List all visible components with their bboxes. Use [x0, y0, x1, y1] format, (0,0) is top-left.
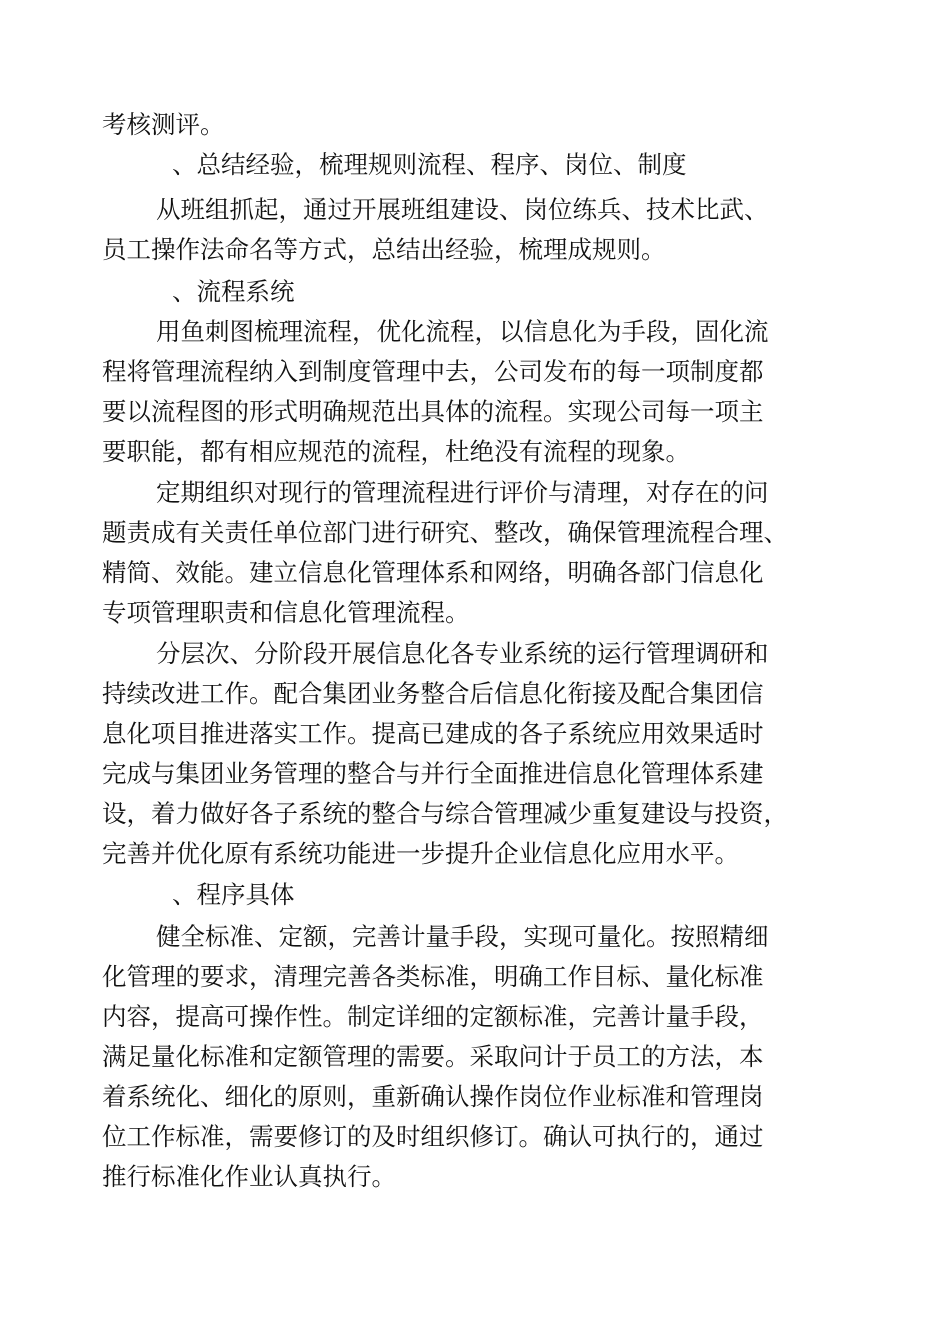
section-heading: 、程序具体	[172, 880, 295, 909]
paragraph-line: 息化项目推进落实工作。提高已建成的各子系统应用效果适时	[102, 719, 764, 748]
section-heading: 、总结经验，梳理规则流程、程序、岗位、制度	[172, 150, 687, 179]
paragraph-line: 专项管理职责和信息化管理流程。	[102, 598, 470, 627]
paragraph-line: 分层次、分阶段开展信息化各专业系统的运行管理调研和	[156, 639, 769, 668]
paragraph-line: 位工作标准，需要修订的及时组织修订。确认可执行的，通过	[102, 1122, 764, 1151]
section-heading: 、流程系统	[172, 277, 295, 306]
paragraph-line: 程将管理流程纳入到制度管理中去，公司发布的每一项制度都	[102, 357, 764, 386]
paragraph-line: 着系统化、细化的原则，重新确认操作岗位作业标准和管理岗	[102, 1082, 764, 1111]
paragraph-line: 定期组织对现行的管理流程进行评价与清理，对存在的问	[156, 478, 769, 507]
paragraph-line: 要职能，都有相应规范的流程，杜绝没有流程的现象。	[102, 437, 690, 466]
paragraph-line: 健全标准、定额，完善计量手段，实现可量化。按照精细	[156, 922, 769, 951]
paragraph-line: 满足量化标准和定额管理的需要。采取问计于员工的方法，本	[102, 1042, 764, 1071]
paragraph-line: 设，着力做好各子系统的整合与综合管理减少重复建设与投资，	[102, 799, 788, 828]
paragraph-line: 精简、效能。建立信息化管理体系和网络，明确各部门信息化	[102, 558, 764, 587]
paragraph-line: 内容，提高可操作性。制定详细的定额标准，完善计量手段，	[102, 1002, 764, 1031]
paragraph-line: 完善并优化原有系统功能进一步提升企业信息化应用水平。	[102, 839, 739, 868]
paragraph-line: 化管理的要求，清理完善各类标准，明确工作目标、量化标准	[102, 962, 764, 991]
paragraph-line: 推行标准化作业认真执行。	[102, 1162, 396, 1191]
paragraph-line: 用鱼刺图梳理流程，优化流程，以信息化为手段，固化流	[156, 317, 769, 346]
paragraph-line: 考核测评。	[102, 110, 225, 139]
paragraph-line: 持续改进工作。配合集团业务整合后信息化衔接及配合集团信	[102, 679, 764, 708]
paragraph-line: 从班组抓起，通过开展班组建设、岗位练兵、技术比武、	[156, 195, 769, 224]
paragraph-line: 完成与集团业务管理的整合与并行全面推进信息化管理体系建	[102, 759, 764, 788]
paragraph-line: 题责成有关责任单位部门进行研究、整改，确保管理流程合理、	[102, 518, 788, 547]
paragraph-line: 员工操作法命名等方式，总结出经验，梳理成规则。	[102, 235, 666, 264]
paragraph-line: 要以流程图的形式明确规范出具体的流程。实现公司每一项主	[102, 397, 764, 426]
